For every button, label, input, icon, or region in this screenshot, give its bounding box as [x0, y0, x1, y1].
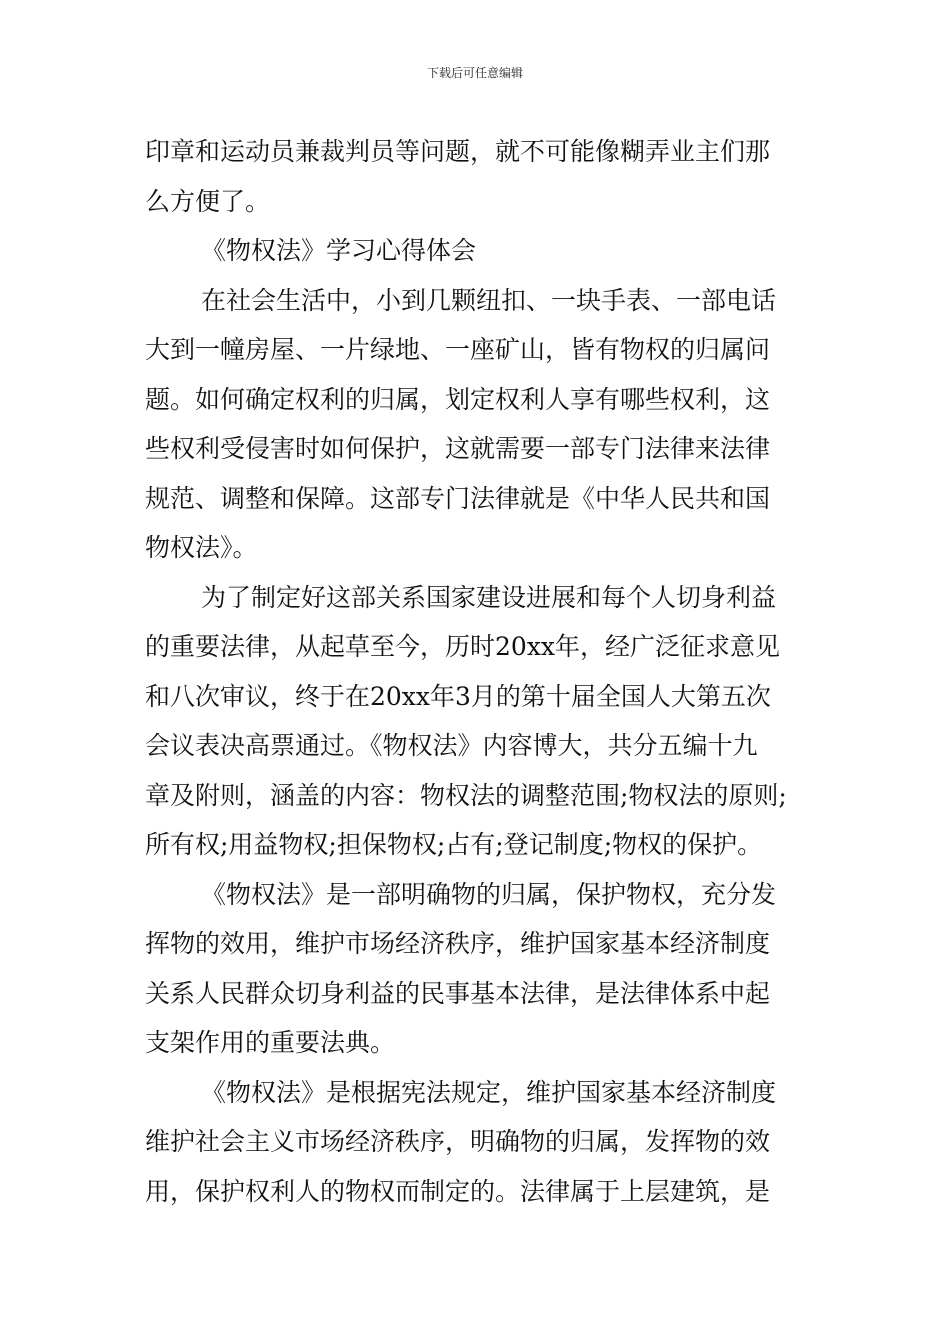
paragraph-4: [145, 573, 807, 870]
document-body: [145, 127, 807, 1216]
text-line: 么方便了。: [145, 186, 271, 216]
paragraph-1: [145, 127, 807, 226]
text-line: 关系人民群众切身利益的民事基本法律，是法律体系中起: [145, 978, 771, 1008]
page-header: 下载后可任意编辑: [426, 66, 523, 80]
text-line: 大到一幢房屋、一片绿地、一座矿山，皆有物权的归属问: [145, 335, 771, 364]
text-line: 和八次审议，终于在20xx年3月的第十届全国人大第五次: [145, 681, 771, 711]
text-line: 为了制定好这部关系国家建设进展和每个人切身利益: [201, 582, 777, 612]
text-line: 的重要法律，从起草至今，历时20xx年，经广泛征求意见: [145, 632, 781, 661]
text-line: 些权利受侵害时如何保护，这就需要一部专门法律来法律: [145, 434, 771, 463]
text-line: 《物权法》是一部明确物的归属，保护物权，充分发: [201, 879, 777, 909]
text-line: 挥物的效用，维护市场经济秩序，维护国家基本经济制度: [145, 929, 771, 958]
text-line: 在社会生活中，小到几颗纽扣、一块手表、一部电话: [201, 285, 777, 315]
text-line: 《物权法》是根据宪法规定，维护国家基本经济制度: [201, 1077, 777, 1107]
text-line: 支架作用的重要法典。: [145, 1028, 396, 1057]
section-title: [145, 226, 807, 276]
text-line: 章及附则，涵盖的内容：物权法的调整范围;物权法的原则;: [145, 780, 787, 810]
text-line: 题。如何确定权利的归属，划定权利人享有哪些权利，这: [145, 384, 771, 414]
text-line: 维护社会主义市场经济秩序，明确物的归属，发挥物的效: [145, 1127, 771, 1156]
paragraph-3: [145, 276, 807, 573]
text-line: 印章和运动员兼裁判员等问题，就不可能像糊弄业主们那: [145, 137, 771, 166]
text-line: 规范、调整和保障。这部专门法律就是《中华人民共和国: [145, 483, 771, 513]
text-line: 会议表决高票通过。《物权法》内容博大，共分五编十九: [145, 731, 758, 760]
paragraph-6: [145, 1068, 807, 1217]
paragraph-5: [145, 870, 807, 1068]
text-line: 所有权;用益物权;担保物权;占有;登记制度;物权的保护。: [145, 830, 763, 859]
text-line: 用，保护权利人的物权而制定的。法律属于上层建筑，是: [145, 1176, 771, 1206]
title-line: 《物权法》学习心得体会: [201, 236, 477, 265]
text-line: 物权法》。: [145, 533, 258, 562]
